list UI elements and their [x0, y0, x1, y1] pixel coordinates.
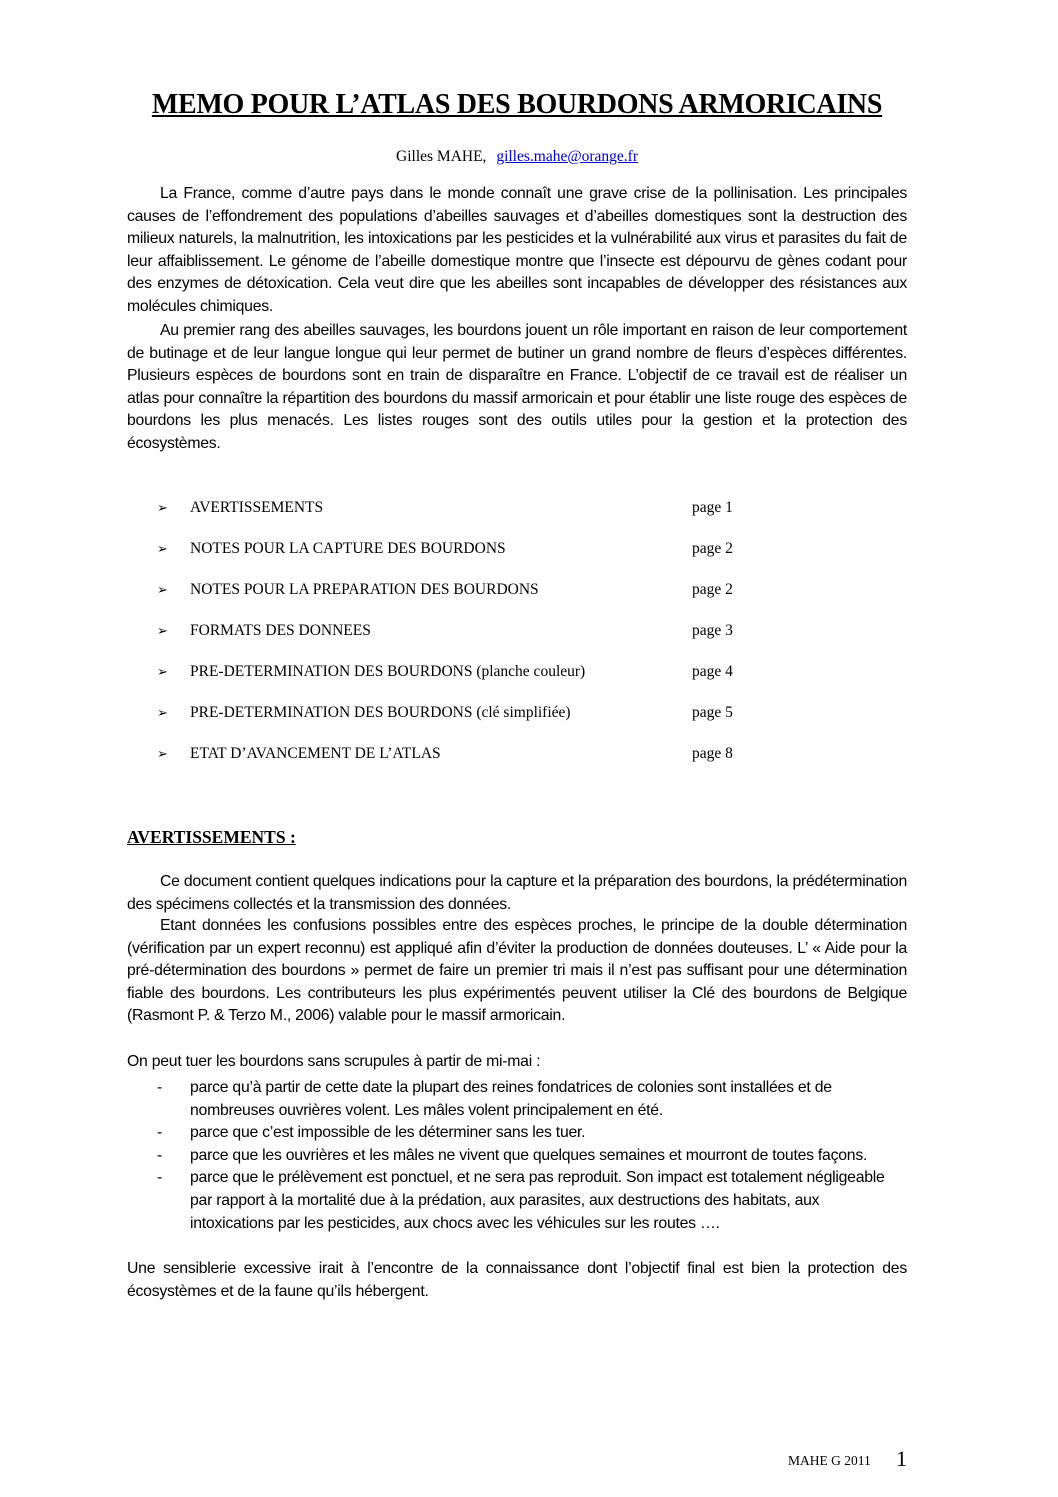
toc-item — [157, 538, 777, 579]
toc-item — [157, 579, 777, 620]
footer-author-year: MAHE G 2011 — [788, 1453, 871, 1468]
toc-item-page: page 5 — [692, 704, 733, 721]
toc-item-label: NOTES POUR LA CAPTURE DES BOURDONS — [190, 540, 506, 557]
arrow-bullet-icon: ➢ — [157, 664, 168, 679]
table-of-contents — [157, 497, 777, 784]
page-title: MEMO POUR L’ATLAS DES BOURDONS ARMORICAINS — [151, 89, 883, 120]
conclusion-paragraph: Une sensiblerie excessive irait à l’encontre de la connaissance dont l’objectif final est bien la protection des écosystèmes et de la faune qu’ils hébergent. — [127, 1260, 907, 1300]
section-heading-avertissements: AVERTISSEMENTS : — [127, 827, 296, 847]
toc-item — [157, 743, 777, 784]
avertissements-paragraph-2: Etant données les confusions possibles entre des espèces proches, le principe de la double détermination (vérification par un expert reconnu) est appliqué afin d’éviter la production de données douteuses. L’ « Aide pour la pré-détermination des bourdons » permet de faire un premier tri mais il n’est pas suffisant pour une détermination fiable des bourdons. Les contributeurs les plus expérimentés peuvent utiliser la Clé des bourdons de Belgique (Rasmont P. & Terzo M., 2006) valable pour le massif armoricain. — [127, 917, 907, 1025]
arrow-bullet-icon: ➢ — [157, 746, 168, 761]
dash-bullet-icon: - — [157, 1079, 163, 1096]
list-item — [127, 1145, 907, 1168]
author-name: Gilles MAHE, — [396, 148, 487, 165]
toc-item — [157, 661, 777, 702]
toc-item-label: AVERTISSEMENTS — [190, 499, 324, 516]
dash-bullet-icon: - — [157, 1169, 163, 1187]
kill-intro-text: On peut tuer les bourdons sans scrupules à partir de mi-mai : — [127, 1053, 541, 1070]
reasons-list — [127, 1077, 907, 1235]
arrow-bullet-icon: ➢ — [157, 541, 168, 556]
list-item — [127, 1122, 907, 1145]
list-item-text: parce que le prélèvement est ponctuel, et ne sera pas reproduit. Son impact est totalement négligeable par rapport à la mortalité due à la prédation, aux parasites, aux destructions des habitats, aux intoxications par les pesticides, aux chocs avec les véhicules sur les routes …. — [190, 1169, 885, 1232]
toc-item-page: page 1 — [692, 499, 733, 516]
toc-item — [157, 702, 777, 743]
list-item-text: parce que les ouvrières et les mâles ne vivent que quelques semaines et mourront de toutes façons. — [190, 1146, 868, 1164]
avertissements-paragraph-1: Ce document contient quelques indications pour la capture et la préparation des bourdons, la prédétermination des spécimens collectés et la transmission des données. — [127, 873, 907, 913]
toc-item-label: ETAT D’AVANCEMENT DE L’ATLAS — [190, 745, 441, 762]
intro-paragraph-1: La France, comme d’autre pays dans le monde connaît une grave crise de la pollinisation. Les principales causes de l’effondrement des populations d’abeilles sauvages et d’abeilles domestiques sont la destruction des milieux naturels, la malnutrition, les intoxications par les pesticides et la vulnérabilité aux virus et parasites du fait de leur affaiblissement. Le génome de l’abeille domestique montre que l’insecte est dépourvu de gènes codant pour des enzymes de détoxication. Cela veut dire que les abeilles sont incapables de développer des résistances aux molécules chimiques. — [127, 185, 907, 315]
toc-item — [157, 620, 777, 661]
arrow-bullet-icon: ➢ — [157, 705, 168, 720]
toc-item-page: page 2 — [692, 581, 733, 598]
toc-item-page: page 2 — [692, 540, 733, 557]
intro-paragraph-2: Au premier rang des abeilles sauvages, les bourdons jouent un rôle important en raison de leur comportement de butinage et de leur langue longue qui leur permet de butiner un grand nombre de fleurs d’espèces différentes. Plusieurs espèces de bourdons sont en train de disparaître en France. L’objectif de ce travail est de réaliser un atlas pour connaître la répartition des bourdons du massif armoricain et pour établir une liste rouge des espèces de bourdons les plus menacés. Les listes rouges sont des outils utiles pour la gestion et la protection des écosystèmes. — [127, 322, 907, 452]
author-line — [0, 147, 1034, 167]
list-item — [127, 1167, 907, 1235]
dash-bullet-icon: - — [157, 1124, 163, 1142]
toc-item-label: PRE-DETERMINATION DES BOURDONS (clé simplifiée) — [190, 704, 571, 721]
list-item — [127, 1077, 907, 1122]
list-item-text: parce qu’à partir de cette date la plupart des reines fondatrices de colonies sont installées et de nombreuses ouvrières volent. Les mâles volent principalement en été. — [190, 1079, 832, 1119]
toc-item-page: page 4 — [692, 663, 733, 680]
toc-item-label: PRE-DETERMINATION DES BOURDONS (planche couleur) — [190, 663, 586, 680]
toc-item — [157, 497, 777, 538]
toc-item-label: FORMATS DES DONNEES — [190, 622, 371, 639]
toc-item-page: page 8 — [692, 745, 733, 762]
page-number: 1 — [896, 1446, 907, 1471]
toc-item-label: NOTES POUR LA PREPARATION DES BOURDONS — [190, 581, 539, 598]
dash-bullet-icon: - — [157, 1146, 163, 1164]
author-email-link[interactable]: gilles.mahe@orange.fr — [496, 148, 638, 165]
toc-item-page: page 3 — [692, 622, 733, 639]
list-item-text: parce que c’est impossible de les déterminer sans les tuer. — [190, 1124, 586, 1142]
arrow-bullet-icon: ➢ — [157, 582, 168, 597]
arrow-bullet-icon: ➢ — [157, 623, 168, 638]
arrow-bullet-icon: ➢ — [157, 500, 168, 515]
